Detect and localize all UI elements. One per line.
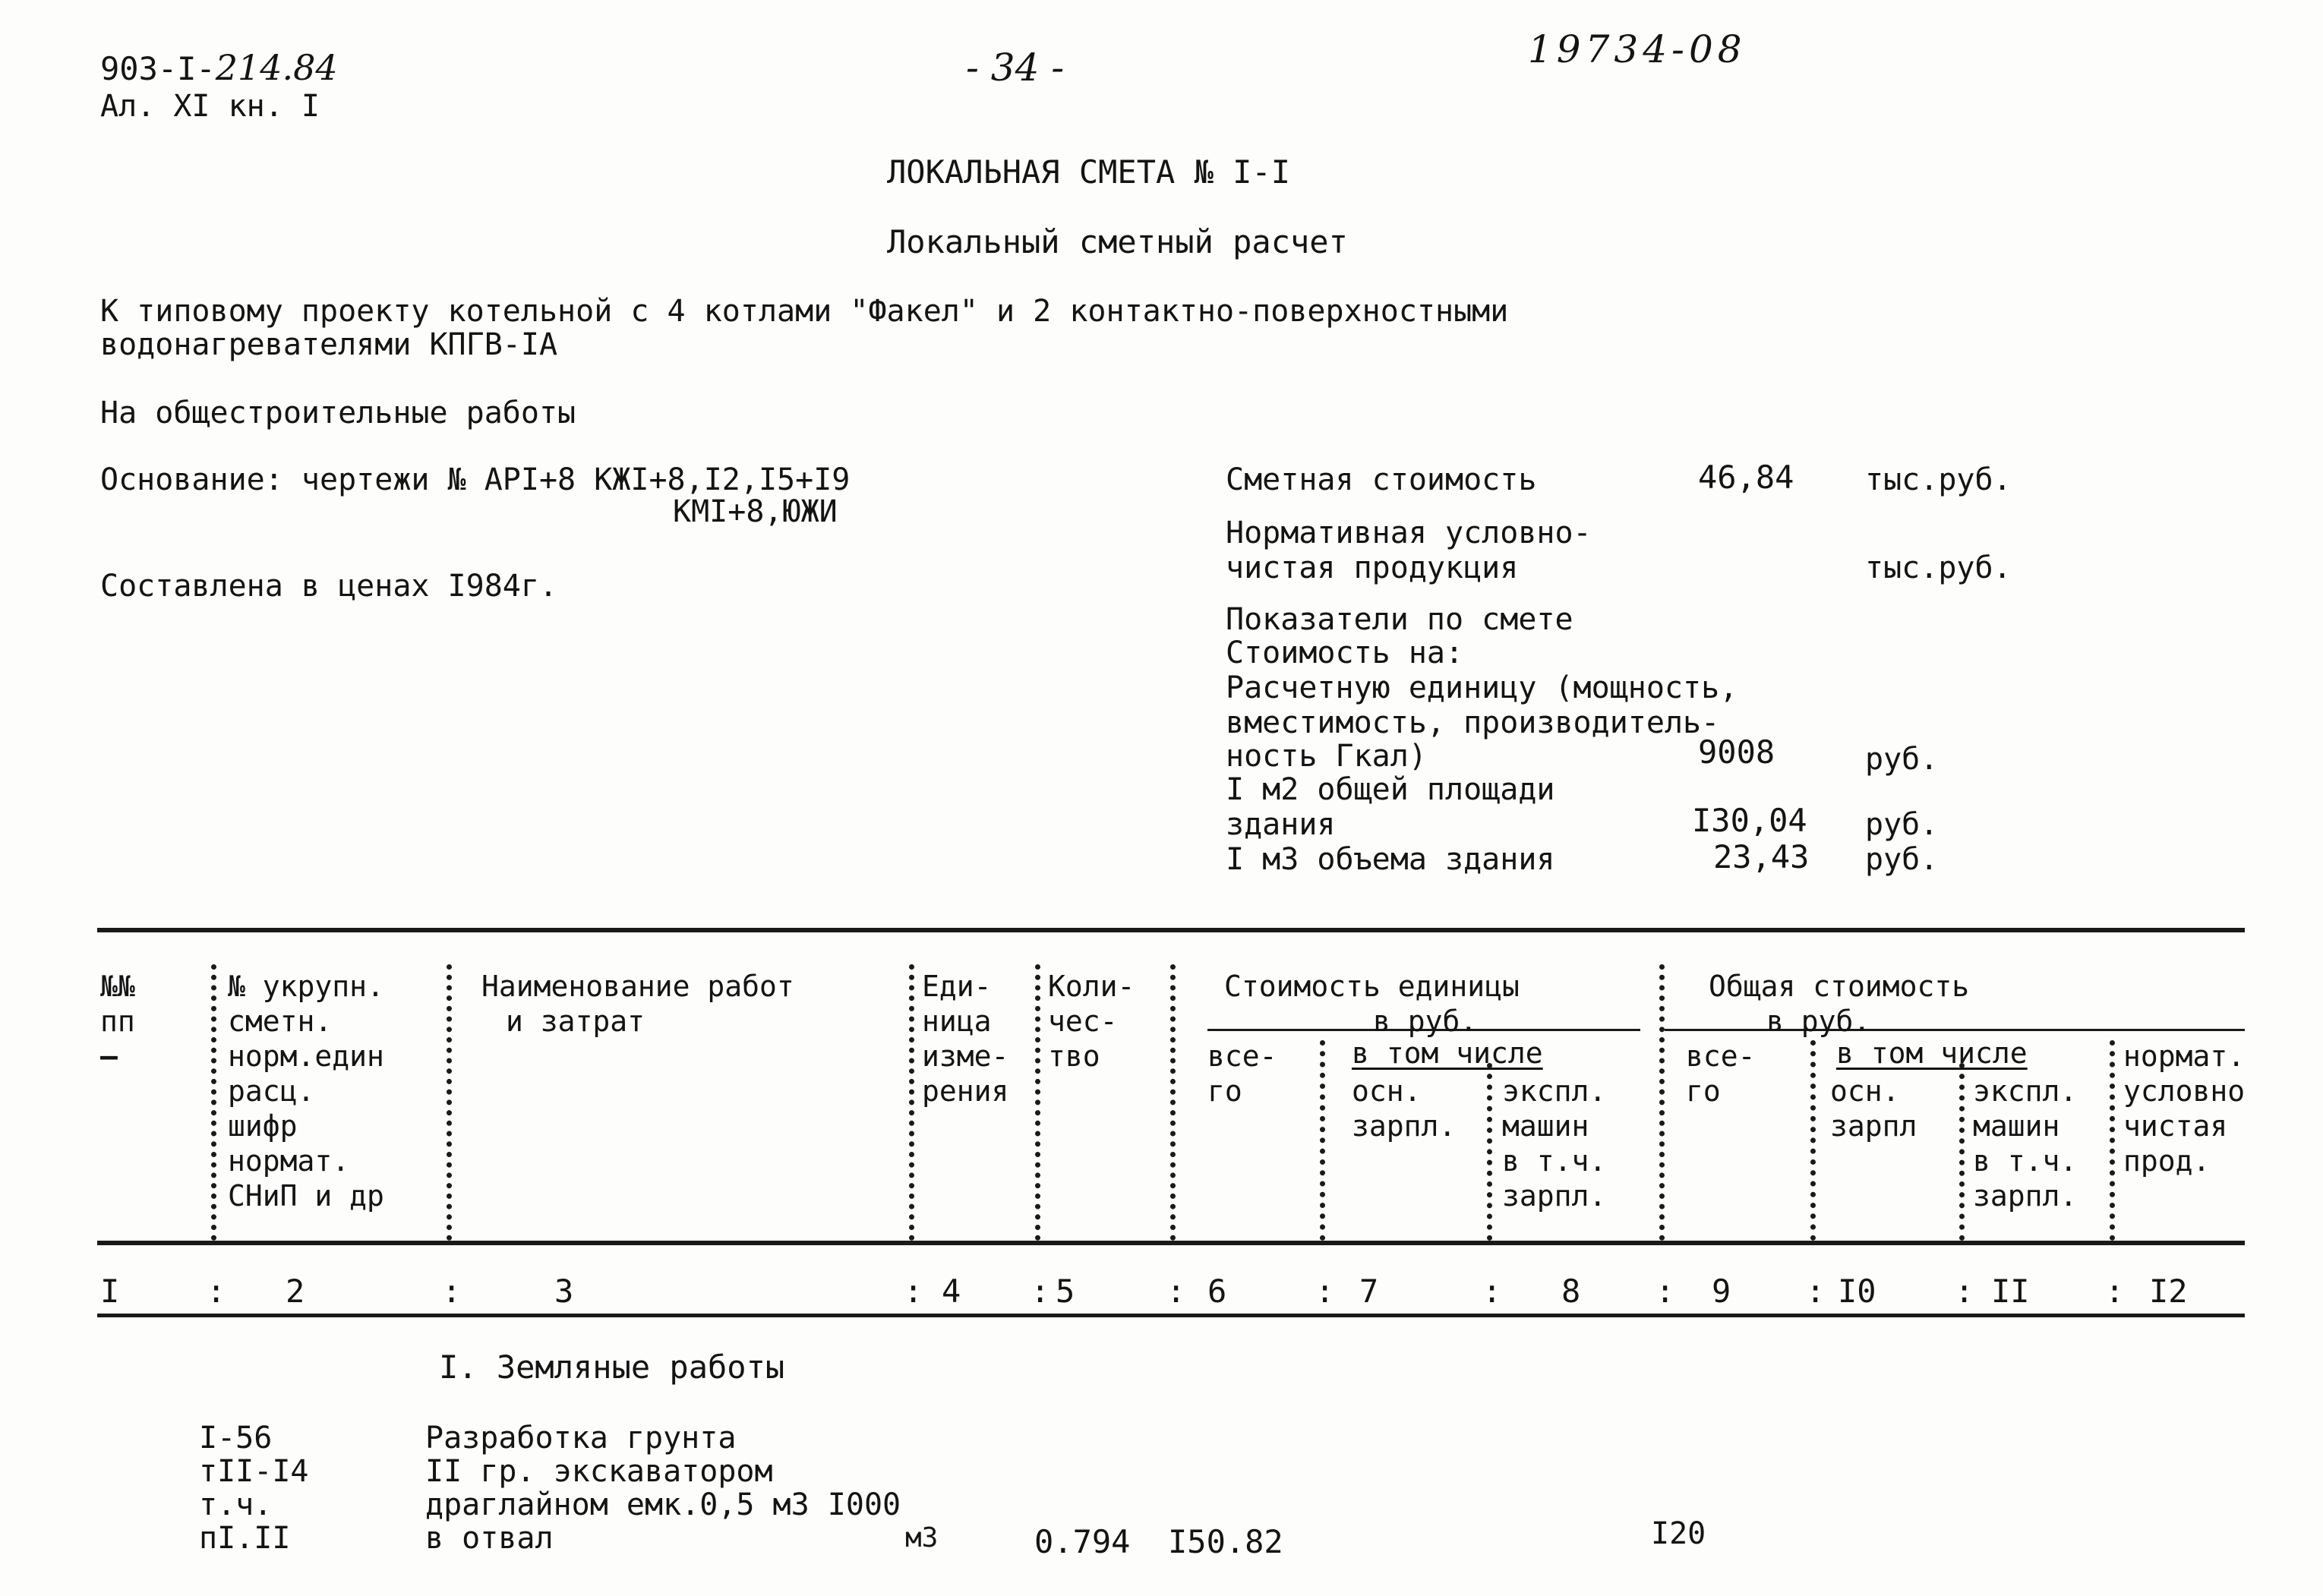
volume-cost-label: I м3 объема здания xyxy=(1226,842,1555,877)
row1-col9: I20 xyxy=(1651,1516,1706,1551)
album-book: Ал. XI кн. I xyxy=(100,89,320,124)
header-col-11: экспл. машин в т.ч. зарпл. xyxy=(1973,1074,2078,1213)
area-cost-label-2: здания xyxy=(1226,807,1336,842)
column-separator xyxy=(1810,1040,1816,1241)
header-col-2: № укрупн. сметн. норм.един расц. шифр нормат. СНиП и др xyxy=(228,970,384,1213)
row1-name: Разработка грунта II гр. экскаватором драглайном емк.0,5 м3 I000 в отвал xyxy=(425,1421,901,1556)
unit-cost-value: 9008 xyxy=(1698,733,1775,771)
column-number: 6 xyxy=(1207,1273,1227,1310)
document-code-handwritten: 214.84 xyxy=(215,47,338,88)
row1-unit: м3 xyxy=(905,1522,939,1553)
indicators-line-2: Стоимость на: xyxy=(1226,636,1464,670)
column-separator xyxy=(1035,964,1040,1241)
area-cost-value: I30,04 xyxy=(1692,802,1807,839)
project-line-1: К типовому проекту котельной с 4 котлами "Факел" и 2 контактно-поверхностными xyxy=(100,294,1509,329)
table-top-rule xyxy=(97,928,2245,932)
archive-number: 19734-08 xyxy=(1528,27,1747,71)
header-col-3: Наименование работ и затрат xyxy=(481,970,794,1038)
header-col-8: экспл. машин в т.ч. зарпл. xyxy=(1502,1074,1607,1213)
normative-product-label-1: Нормативная условно- xyxy=(1226,516,1592,550)
column-separator xyxy=(1320,1040,1325,1241)
indicators-line-3: Расчетную единицу (мощность, xyxy=(1226,670,1738,705)
estimate-subtitle: Локальный сметный расчет xyxy=(887,223,1348,260)
estimate-title: ЛОКАЛЬНАЯ СМЕТА № I-I xyxy=(887,153,1291,191)
area-cost-unit: руб. xyxy=(1865,807,1939,842)
column-separator xyxy=(1487,1063,1492,1241)
header-col-9: все- го xyxy=(1686,1039,1756,1108)
header-col-10: осн. зарпл xyxy=(1830,1074,1917,1143)
header-including-2: в том числе xyxy=(1836,1036,2028,1070)
area-cost-label-1: I м2 общей площади xyxy=(1226,772,1555,807)
header-col-12: нормат. условно чистая прод. xyxy=(2123,1039,2246,1178)
section-title: I. Земляные работы xyxy=(439,1348,785,1386)
prices-year: Составлена в ценах I984г. xyxy=(100,569,558,604)
column-numbers-rule xyxy=(97,1314,2245,1317)
unit-cost-unit: руб. xyxy=(1865,742,1939,777)
estimated-cost-unit: тыс.руб. xyxy=(1865,462,2012,497)
row1-unit-total: 0.794 xyxy=(1034,1523,1131,1560)
header-col-6: все- го xyxy=(1207,1039,1277,1108)
works-type: На общестроительные работы xyxy=(100,396,576,431)
basis-drawings-line-2: КМI+8,ЮЖИ xyxy=(673,494,838,529)
column-separator xyxy=(447,964,452,1241)
column-number: II xyxy=(1991,1273,2030,1310)
column-separator xyxy=(1170,964,1176,1241)
column-number: 5 xyxy=(1056,1273,1075,1310)
column-number: 7 xyxy=(1359,1273,1379,1310)
header-col-1: №№ пп – xyxy=(100,970,135,1073)
column-number: 9 xyxy=(1712,1273,1731,1310)
header-total-group: Общая стоимость в руб. xyxy=(1709,970,1970,1038)
column-number: I xyxy=(100,1273,120,1310)
table-header-bottom-rule xyxy=(97,1241,2245,1245)
estimated-cost-label: Сметная стоимость xyxy=(1226,462,1537,497)
column-separator xyxy=(909,964,914,1241)
header-col-5: Коли- чес- тво xyxy=(1048,970,1135,1073)
row1-code: I-56 тII-I4 т.ч. пI.II xyxy=(199,1421,309,1556)
row1-col7: I50.82 xyxy=(1168,1523,1283,1560)
page-number: - 34 - xyxy=(966,46,1065,90)
header-col-4: Еди- ница изме- рения xyxy=(922,970,1009,1108)
document-code xyxy=(100,47,338,88)
column-number: I2 xyxy=(2149,1273,2188,1310)
project-line-2: водонагревателями КПГВ-IА xyxy=(100,327,558,362)
header-col-7: осн. зарпл. xyxy=(1352,1074,1457,1143)
column-separator xyxy=(2110,1040,2115,1241)
document-code-prefix: 903-I- xyxy=(100,50,216,87)
column-separator xyxy=(1659,964,1665,1241)
column-number: I0 xyxy=(1838,1273,1876,1310)
column-separator xyxy=(211,964,216,1241)
indicators-line-4: вместимость, производитель- xyxy=(1226,705,1720,740)
column-number: 4 xyxy=(942,1273,961,1310)
header-unit-cost-group: Стоимость единицы в руб. xyxy=(1224,970,1520,1038)
basis-drawings: Основание: чертежи № АРI+8 КЖI+8,I2,I5+I9 xyxy=(100,462,851,497)
header-including-1: в том числе xyxy=(1352,1036,1543,1070)
normative-product-label-2: чистая продукция xyxy=(1226,550,1519,585)
indicators-line-1: Показатели по смете xyxy=(1226,602,1573,637)
normative-product-unit: тыс.руб. xyxy=(1865,550,2012,585)
column-number: 3 xyxy=(554,1273,574,1310)
estimated-cost-value: 46,84 xyxy=(1698,459,1794,496)
column-number: 2 xyxy=(286,1273,305,1310)
volume-cost-value: 23,43 xyxy=(1713,838,1810,875)
volume-cost-unit: руб. xyxy=(1865,842,1939,877)
column-number: 8 xyxy=(1561,1273,1581,1310)
indicators-line-5: ность Гкал) xyxy=(1226,739,1427,774)
column-separator xyxy=(1959,1063,1965,1241)
